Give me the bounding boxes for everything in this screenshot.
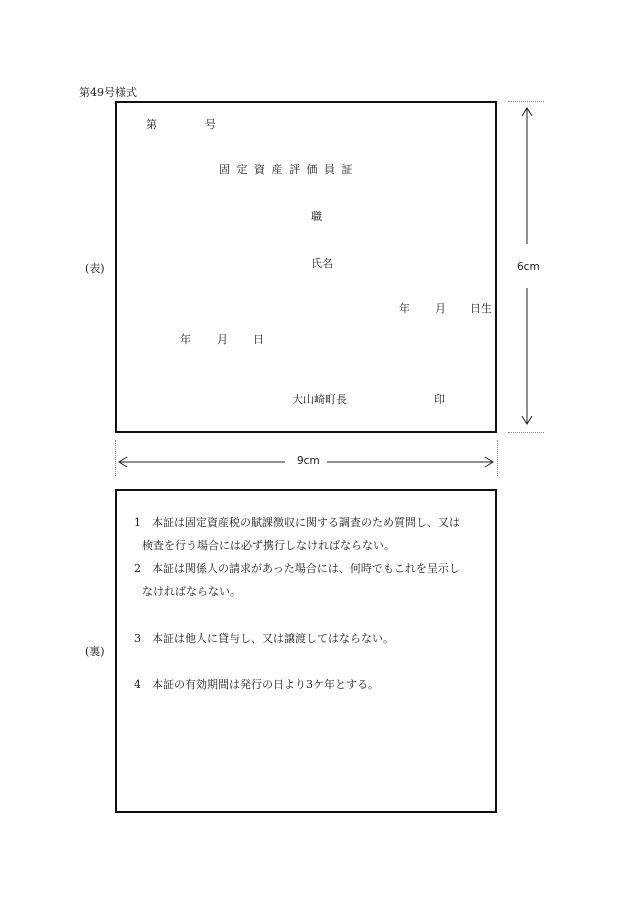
clause-1-number: 1 — [134, 516, 141, 529]
height-extension-bottom — [508, 432, 544, 433]
height-dimension-label: 6cm — [517, 261, 540, 273]
width-dimension-label: 9cm — [297, 455, 320, 467]
number-suffix: 号 — [205, 118, 216, 131]
back-side-label: (裏) — [85, 645, 105, 658]
name-label: 氏名 — [311, 257, 333, 270]
width-extension-right — [497, 440, 498, 476]
issuer-name: 大山崎町長 — [292, 393, 347, 406]
clause-3-number: 3 — [134, 632, 141, 645]
clause-2-line2: なければならない。 — [142, 585, 241, 598]
seal-mark: 印 — [434, 393, 445, 406]
width-extension-left — [115, 440, 116, 476]
clause-1-line2: 検査を行う場合には必ず携行しなければならない。 — [142, 539, 395, 552]
job-label: 職 — [311, 210, 322, 223]
birth-day: 日生 — [470, 302, 492, 315]
clause-3-line1: 本証は他人に貸与し、又は譲渡してはならない。 — [152, 632, 394, 645]
clause-2-number: 2 — [134, 562, 141, 575]
form-number: 第49号様式 — [79, 86, 137, 99]
birth-month: 月 — [435, 302, 446, 315]
birth-year: 年 — [399, 302, 410, 315]
number-prefix: 第 — [146, 118, 157, 131]
issue-day: 日 — [253, 333, 264, 346]
clause-2-line1: 本証は関係人の請求があった場合には、何時でもこれを呈示し — [152, 562, 460, 575]
card-title: 固定資産評価員証 — [219, 163, 359, 176]
clause-4-number: 4 — [134, 678, 141, 691]
card-front — [115, 101, 497, 433]
clause-1-line1: 本証は固定資産税の賦課徴収に関する調査のため質問し、又は — [152, 516, 460, 529]
issue-year: 年 — [180, 333, 191, 346]
clause-4-line1: 本証の有効期間は発行の日より3ケ年とする。 — [152, 678, 379, 691]
card-back — [115, 489, 497, 813]
front-side-label: (表) — [85, 262, 105, 275]
height-extension-top — [508, 101, 544, 102]
issue-month: 月 — [217, 333, 228, 346]
